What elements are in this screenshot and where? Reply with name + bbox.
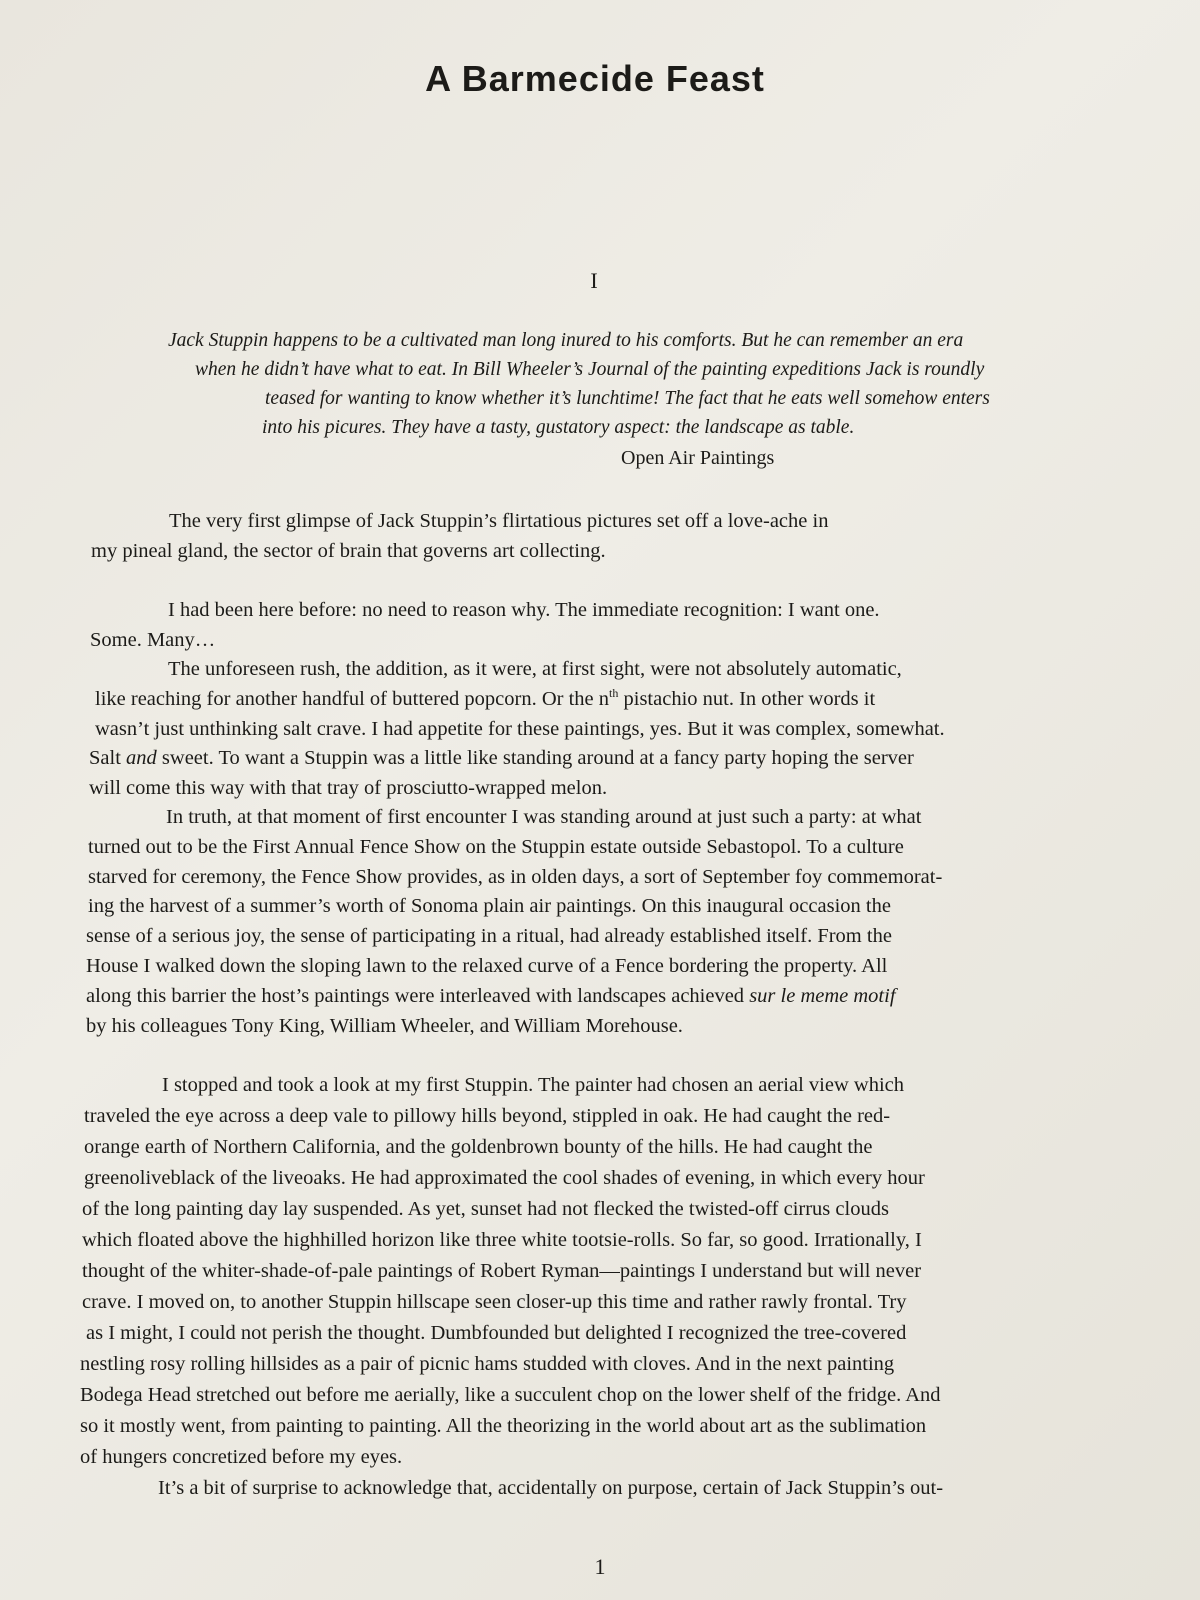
text-line bbox=[89, 747, 914, 770]
text-line: The very first glimpse of Jack Stuppin’s flirtatious pictures set off a love-ache in bbox=[169, 510, 829, 532]
text-line bbox=[86, 985, 896, 1008]
text-line: of the long painting day lay suspended. As yet, sunset had not flecked the twisted-off cirrus clouds bbox=[82, 1198, 889, 1220]
emphasis: sur le meme motif bbox=[749, 985, 896, 1007]
text-line: by his colleagues Tony King, William Wheeler, and William Morehouse. bbox=[86, 1015, 683, 1037]
text-line: The unforeseen rush, the addition, as it were, at first sight, were not absolutely automatic, bbox=[168, 658, 902, 680]
text-line: turned out to be the First Annual Fence Show on the Stuppin estate outside Sebastopol. To a culture bbox=[88, 836, 904, 858]
text-line: I had been here before: no need to reason why. The immediate recognition: I want one. bbox=[168, 599, 880, 621]
text-line: will come this way with that tray of prosciutto-wrapped melon. bbox=[89, 777, 608, 799]
text-line: thought of the whiter-shade-of-pale paintings of Robert Ryman—paintings I understand but will never bbox=[82, 1260, 922, 1282]
epigraph-line: into his picures. They have a tasty, gustatory aspect: the landscape as table. bbox=[262, 417, 855, 438]
text-line: It’s a bit of surprise to acknowledge that, accidentally on purpose, certain of Jack Stuppin’s out- bbox=[158, 1477, 944, 1499]
text-span: sweet. To want a Stuppin was a little like standing around at a fancy party hoping the server bbox=[156, 747, 914, 769]
emphasis: and bbox=[126, 747, 157, 769]
text-span: like reaching for another handful of buttered popcorn. Or the n bbox=[95, 688, 610, 710]
text-line: so it mostly went, from painting to painting. All the theorizing in the world about art as the sublimation bbox=[80, 1415, 927, 1437]
section-numeral: I bbox=[590, 268, 598, 293]
text-line: which floated above the highhilled horizon like three white tootsie-rolls. So far, so good. Irrationally, I bbox=[82, 1229, 922, 1251]
text-line: of hungers concretized before my eyes. bbox=[80, 1446, 403, 1468]
epigraph-line: teased for wanting to know whether it’s lunchtime! The fact that he eats well somehow enters bbox=[265, 388, 990, 409]
text-line: In truth, at that moment of first encounter I was standing around at just such a party: at what bbox=[166, 806, 922, 828]
text-line: greenoliveblack of the liveoaks. He had approximated the cool shades of evening, in which every hour bbox=[84, 1167, 925, 1189]
epigraph-line: Jack Stuppin happens to be a cultivated man long inured to his comforts. But he can remember an era bbox=[168, 330, 964, 351]
epigraph-source: Open Air Paintings bbox=[621, 447, 775, 469]
text-line: wasn’t just unthinking salt crave. I had appetite for these paintings, yes. But it was complex, somewhat. bbox=[95, 718, 945, 740]
text-line: I stopped and took a look at my first Stuppin. The painter had chosen an aerial view which bbox=[162, 1074, 904, 1096]
text-span: along this barrier the host’s paintings were interleaved with landscapes achieved bbox=[86, 985, 750, 1007]
text-line: my pineal gland, the sector of brain that governs art collecting. bbox=[91, 540, 606, 562]
epigraph-line: when he didn’t have what to eat. In Bill Wheeler’s Journal of the painting expeditions Jack is roundly bbox=[195, 359, 985, 380]
text-line: House I walked down the sloping lawn to the relaxed curve of a Fence bordering the property. All bbox=[86, 955, 888, 977]
text-line bbox=[95, 688, 875, 711]
text-line: ing the harvest of a summer’s worth of Sonoma plain air paintings. On this inaugural occasion the bbox=[88, 895, 891, 917]
chapter-title: A Barmecide Feast bbox=[425, 58, 765, 99]
text-line: crave. I moved on, to another Stuppin hillscape seen closer-up this time and rather rawly frontal. Try bbox=[82, 1291, 907, 1313]
text-line: sense of a serious joy, the sense of participating in a ritual, had already established itself. From the bbox=[86, 925, 892, 947]
text-line: Bodega Head stretched out before me aerially, like a succulent chop on the lower shelf of the fridge. And bbox=[80, 1384, 941, 1406]
text-span: Salt bbox=[89, 747, 127, 769]
text-line: as I might, I could not perish the thought. Dumbfounded but delighted I recognized the tree-covered bbox=[86, 1322, 907, 1344]
page-number: 1 bbox=[594, 1554, 606, 1579]
superscript: th bbox=[609, 686, 619, 701]
text-span: pistachio nut. In other words it bbox=[618, 688, 876, 710]
text-line: orange earth of Northern California, and the goldenbrown bounty of the hills. He had caught the bbox=[84, 1136, 873, 1158]
text-line: nestling rosy rolling hillsides as a pair of picnic hams studded with cloves. And in the next painting bbox=[80, 1353, 895, 1375]
text-line: starved for ceremony, the Fence Show provides, as in olden days, a sort of September foy commemorat- bbox=[88, 866, 943, 888]
text-line: Some. Many… bbox=[90, 629, 216, 651]
text-line: traveled the eye across a deep vale to pillowy hills beyond, stippled in oak. He had caught the red- bbox=[84, 1105, 891, 1127]
